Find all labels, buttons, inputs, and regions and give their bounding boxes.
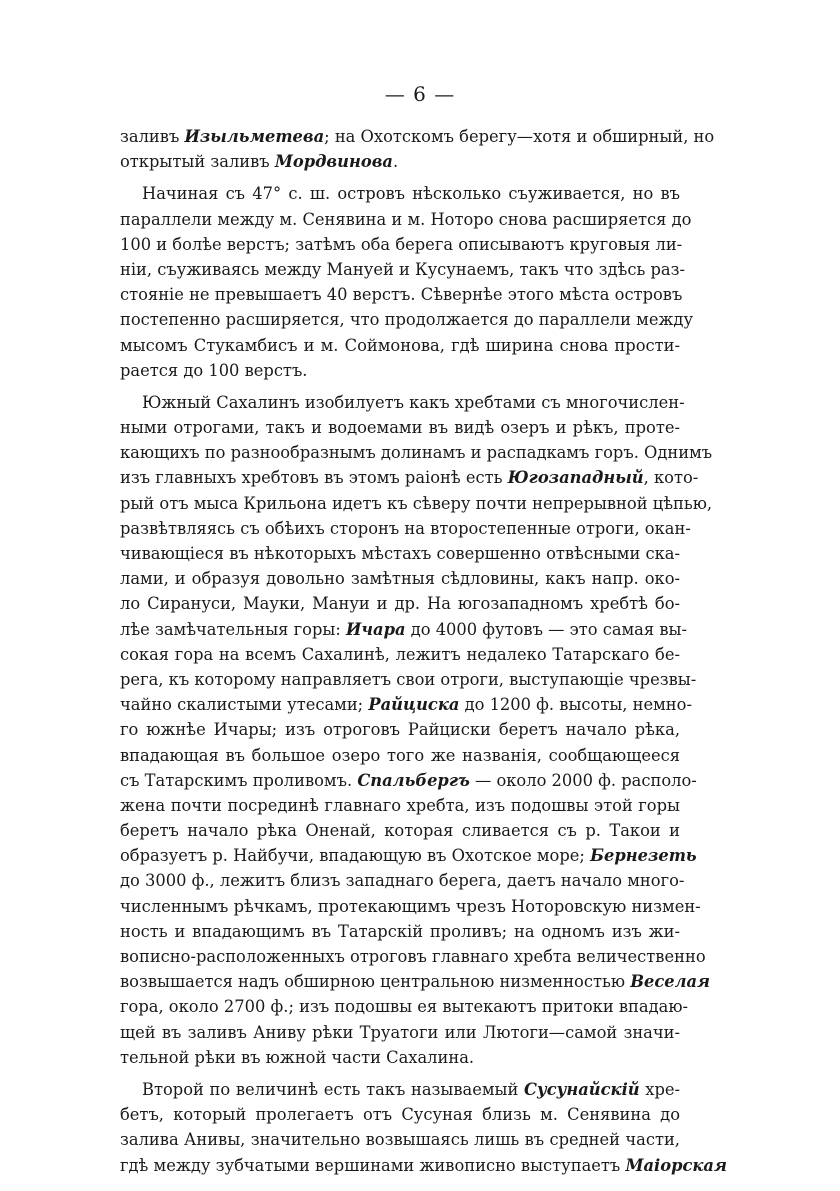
text-run: — около 2000 ф. располо- <box>469 770 697 790</box>
page-number: — 6 — <box>384 82 456 106</box>
text-line <box>120 333 680 358</box>
body-text <box>120 124 727 1178</box>
text-run: изъ главныхъ хребтовъ въ этомъ раіонѣ есть <box>120 468 508 488</box>
text-run: гдѣ между зубчатыми вершинами живописно выступаетъ <box>120 1155 626 1175</box>
text-line <box>120 793 680 818</box>
text-line <box>120 843 697 868</box>
text-run: параллели между м. Сенявина и м. Ноторо снова расширяется до <box>120 209 692 229</box>
italic-term: Райциска <box>368 695 460 715</box>
text-run: тельной рѣки въ южной части Сахалина. <box>120 1047 475 1067</box>
text-run: рается до 100 верстъ. <box>120 360 308 380</box>
text-line <box>120 969 711 994</box>
text-run: лѣе замѣчательныя горы: <box>120 619 346 639</box>
text-line <box>120 768 697 793</box>
text-run: ность и впадающимъ въ Татарскій проливъ; на одномъ изъ жи- <box>120 921 680 941</box>
text-line <box>120 1077 680 1102</box>
text-run: Начиная съ 47° с. ш. островъ нѣсколько съуживается, но въ <box>142 184 680 204</box>
text-run: впадающая въ большое озеро того же названія, сообщающееся <box>120 745 680 765</box>
text-line <box>120 440 713 465</box>
italic-term: Мордвинова <box>274 152 393 172</box>
text-line <box>120 415 680 440</box>
text-line <box>120 566 680 591</box>
text-line <box>120 1102 680 1127</box>
text-run: постепенно расширяется, что продолжается до параллели между <box>120 310 694 330</box>
text-run: до 3000 ф., лежитъ близъ западнаго берега, даетъ начало много- <box>120 871 685 891</box>
text-run: лами, и образуя довольно замѣтныя сѣдловины, какъ напр. око- <box>120 569 680 589</box>
text-run: численнымъ рѣчкамъ, протекающимъ чрезъ Ноторовскую низмен- <box>120 896 701 916</box>
text-run: рега, къ которому направляетъ свои отроги, выступающіе чрезвы- <box>120 669 697 689</box>
text-run: рый отъ мыса Крильона идетъ къ сѣверу почти непрерывной цѣпью, <box>120 493 713 513</box>
paragraph-gap <box>120 1070 680 1077</box>
text-run: . <box>392 152 399 172</box>
text-line <box>120 894 701 919</box>
text-line <box>120 1127 680 1152</box>
text-line <box>120 667 697 692</box>
text-line <box>120 1153 727 1178</box>
text-line <box>120 149 680 174</box>
text-run: залива Анивы, значительно возвышаясь лишь въ средней части, <box>120 1130 680 1150</box>
text-run: образуетъ р. Найбучи, впадающую въ Охотское море; <box>120 846 591 866</box>
text-line <box>120 465 699 490</box>
text-line <box>120 994 688 1019</box>
text-line <box>120 181 680 206</box>
text-run: хре- <box>639 1079 680 1099</box>
text-run: съ Татарскимъ проливомъ. <box>120 770 358 790</box>
text-run: сокая гора на всемъ Сахалинѣ, лежитъ недалеко Татарскаго бе- <box>120 644 680 664</box>
text-line <box>120 818 680 843</box>
italic-term: Маіорская <box>625 1155 727 1175</box>
paragraph-gap <box>120 383 680 390</box>
italic-term: Ичара <box>346 619 406 639</box>
text-line <box>120 516 691 541</box>
text-run: чивающіеся въ нѣкоторыхъ мѣстахъ совершенно отвѣсными ска- <box>120 544 681 563</box>
italic-term: Веселая <box>630 972 711 992</box>
text-line <box>120 868 685 893</box>
text-line <box>120 1020 680 1045</box>
text-line <box>120 307 694 332</box>
text-line <box>120 491 713 516</box>
text-run: до 1200 ф. высоты, немно- <box>459 695 692 715</box>
paragraph <box>120 1077 727 1178</box>
text-run: мысомъ Стукамбисъ и м. Соймонова, гдѣ ширина снова прости- <box>120 335 680 355</box>
text-run: открытый заливъ <box>120 152 275 172</box>
paragraph <box>120 390 713 1070</box>
text-run: жена почти посрединѣ главнаго хребта, изъ подошвы этой горы <box>120 795 680 815</box>
paragraph <box>120 124 715 174</box>
text-run: бетъ, который пролегаетъ отъ Сусуная близь м. Сенявина до <box>120 1105 680 1125</box>
text-line <box>120 390 685 415</box>
text-run: ло Сирануси, Мауки, Мануи и др. На югозападномъ хребтѣ бо- <box>120 594 680 614</box>
text-run: заливъ <box>120 127 185 146</box>
text-line <box>120 232 683 257</box>
text-line <box>120 944 706 969</box>
italic-term: Югозападный <box>507 468 644 488</box>
text-run: Второй по величинѣ есть такъ называемый <box>142 1079 525 1099</box>
text-run: Южный Сахалинъ изобилуетъ какъ хребтами съ многочислен- <box>142 392 685 412</box>
text-run: возвышается надъ обширною центральною низменностью <box>120 972 631 992</box>
text-line <box>120 541 680 566</box>
text-line <box>120 717 680 742</box>
text-run: вописно-расположенныхъ отроговъ главнаго хребта величественно <box>120 947 706 966</box>
text-run: , кото- <box>643 468 699 488</box>
text-line <box>120 919 680 944</box>
text-run: развѣтвляясь съ обѣихъ сторонъ на второстепенные отроги, окан- <box>120 518 691 538</box>
text-line <box>120 207 692 232</box>
text-run: гора, около 2700 ф.; изъ подошвы ея вытекаютъ притоки впадаю- <box>120 997 688 1017</box>
text-line <box>120 358 680 383</box>
text-line <box>120 282 683 307</box>
text-line <box>120 642 680 667</box>
text-line <box>120 692 692 717</box>
text-run: беретъ начало рѣка Оненай, которая сливается съ р. Такои и <box>120 821 680 841</box>
text-line <box>120 743 680 768</box>
italic-term: Сусунайскій <box>524 1079 640 1099</box>
text-run: го южнѣе Ичары; изъ отроговъ Райциски беретъ начало рѣка, <box>120 720 680 740</box>
paragraph-gap <box>120 174 680 181</box>
text-run: до 4000 футовъ — это самая вы- <box>405 619 687 639</box>
text-line <box>120 617 687 642</box>
text-run: щей въ заливъ Аниву рѣки Труатоги или Лютоги—самой значи- <box>120 1022 680 1042</box>
italic-term: Изыльметева <box>184 127 325 146</box>
text-run: ; на Охотскомъ берегу—хотя и обширный, но <box>324 127 715 146</box>
italic-term: Бернезеть <box>590 846 697 866</box>
text-run: стояніе не превышаетъ 40 верстъ. Сѣвернѣе этого мѣста островъ <box>120 285 683 305</box>
text-line <box>120 591 680 616</box>
text-line <box>120 1045 680 1070</box>
text-run: ными отрогами, такъ и водоемами въ видѣ озеръ и рѣкъ, проте- <box>120 418 680 438</box>
text-run: 100 и болѣе верстъ; затѣмъ оба берега описываютъ круговыя ли- <box>120 234 683 254</box>
text-run: кающихъ по разнообразнымъ долинамъ и распадкамъ горъ. Однимъ <box>120 443 713 463</box>
text-run: ніи, съуживаясь между Мануей и Кусунаемъ, такъ что здѣсь раз- <box>120 259 686 279</box>
paragraph <box>120 181 694 383</box>
italic-term: Спальбергъ <box>357 770 470 790</box>
text-line <box>120 124 715 149</box>
text-run: чайно скалистыми утесами; <box>120 695 369 715</box>
text-line <box>120 257 686 282</box>
